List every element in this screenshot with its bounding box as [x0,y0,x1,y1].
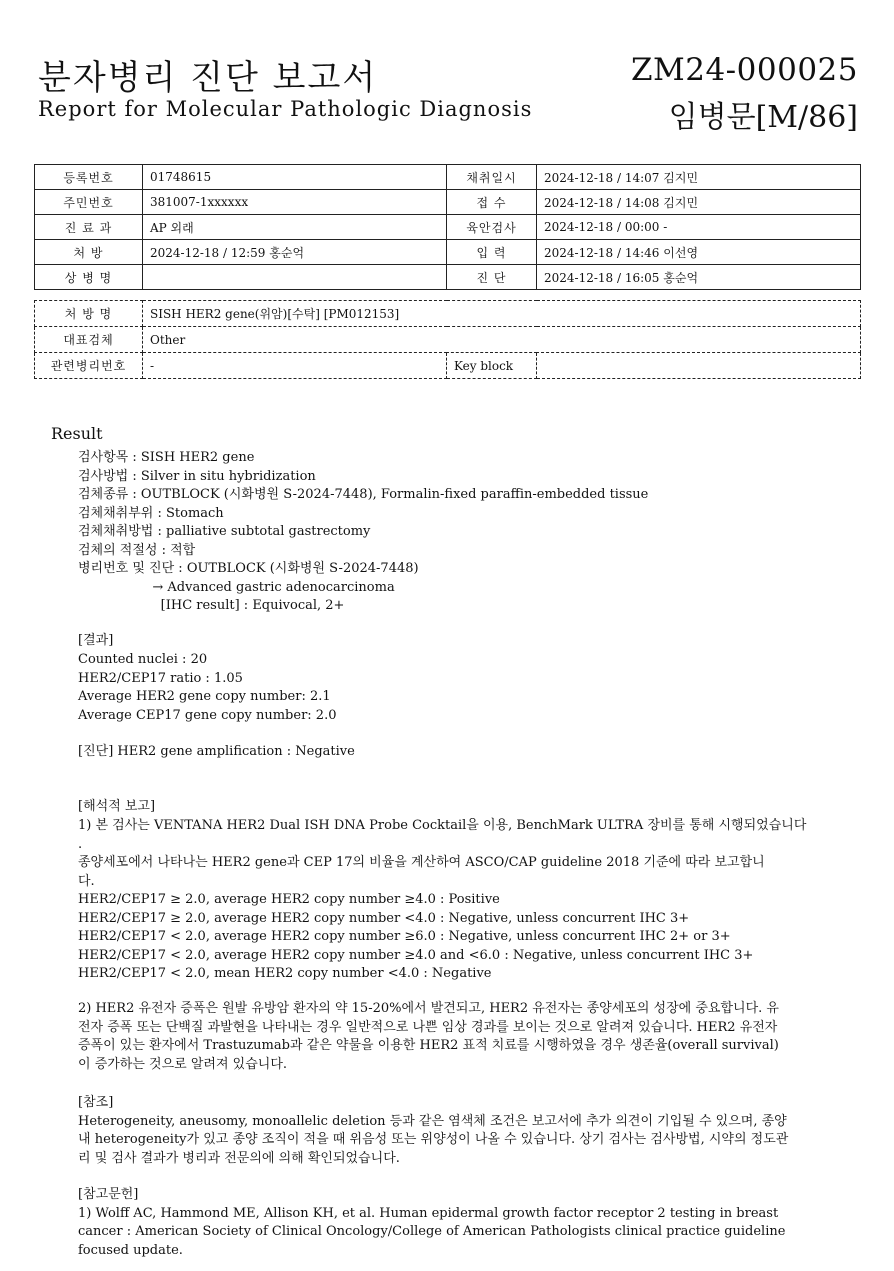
findings-heading: [결과] [78,633,114,648]
value-department: AP 외래 [143,215,447,240]
report-title-korean: 분자병리 진단 보고서 [38,58,378,98]
value-receipt: 2024-12-18 / 14:08 김지민 [537,190,861,215]
bibliography-text: 1) Wolff AC, Hammond ME, Allison KH, et al. Human epidermal growth factor receptor 2 testing in breast cancer : American Society of Clinical Oncology/College of American Pathologists clinical practice guideline focused update. [78,1205,786,1258]
order-info-table [34,300,861,379]
label-specimen: 대표검체 [35,327,143,353]
finding-line: HER2/CEP17 ratio : 1.05 [78,670,243,686]
interpretation-line: . [78,836,83,852]
label-diagnosis-time: 진 단 [447,265,537,290]
criteria-line: HER2/CEP17 < 2.0, average HER2 copy number ≥4.0 and <6.0 : Negative, unless concurrent IHC 3+ [78,947,754,963]
note-heading: [참조] [78,1095,114,1110]
criteria-line: HER2/CEP17 < 2.0, average HER2 copy number ≥6.0 : Negative, unless concurrent IHC 2+ or 3+ [78,929,731,944]
result-item: 검체채취방법 : palliative subtotal gastrectomy [78,524,371,539]
finding-line: Average CEP17 gene copy number: 2.0 [78,707,337,723]
value-registration-no: 01748615 [143,165,447,190]
table-row [35,353,861,379]
interpretation-heading: [해석적 보고] [78,799,156,814]
criteria-line: HER2/CEP17 < 2.0, mean HER2 copy number <4.0 : Negative [78,966,492,981]
label-key-block: Key block [447,353,537,379]
bibliography-heading: [참고문헌] [78,1187,139,1202]
finding-line: Counted nuclei : 20 [78,652,208,667]
interpretation-paragraph-2 [78,1000,790,1074]
label-related-pathology-no: 관련병리번호 [35,353,143,379]
result-item: 검체의 적절성 : 적합 [78,542,196,558]
value-resident-no: 381007-1xxxxxx [143,190,447,215]
result-heading: Result [51,424,103,443]
result-item: [IHC result] : Equivocal, 2+ [78,598,345,613]
value-input: 2024-12-18 / 14:46 이선영 [537,240,861,265]
reference-note-section [78,1094,790,1168]
table-row [35,165,861,190]
patient-info-table [34,164,861,290]
result-item: 검체채취부위 : Stomach [78,505,224,521]
criteria-line: HER2/CEP17 ≥ 2.0, average HER2 copy number ≥4.0 : Positive [78,892,500,907]
label-department: 진 료 과 [35,215,143,240]
interpretation-text: 2) HER2 유전자 증폭은 원발 유방암 환자의 약 15-20%에서 발견되고, HER2 유전자는 종양세포의 성장에 중요합니다. 유전자 증폭 또는 단백질 과발현을 나타내는 경우 일반적으로 나쁜 임상 경과를 보이는 것으로 알려져 있습니다. HER2 유전자 증폭이 있는 환자에서 Trastuzumab과 같은 약물을 이용한 HER2 표적 치료를 시행하였을 경우 생존율(overall survival)이 증가하는 것으로 알려져 있습니다. [78,1001,779,1072]
label-order-name: 처 방 명 [35,301,143,327]
interpretation-line: 1) 본 검사는 VENTANA HER2 Dual ISH DNA Probe Cocktail을 이용, BenchMark ULTRA 장비를 통해 시행되었습니다 [78,818,807,833]
label-receipt: 접 수 [447,190,537,215]
interpretation-line: 다. [78,873,95,889]
result-item: 검사방법 : Silver in situ hybridization [78,468,316,484]
finding-line: Average HER2 gene copy number: 2.1 [78,689,331,704]
value-diagnosis-time: 2024-12-18 / 16:05 홍순억 [537,265,861,290]
value-disease-name [143,265,447,290]
value-related-pathology-no: - [143,353,447,379]
value-collection-time: 2024-12-18 / 14:07 김지민 [537,165,861,190]
label-collection-time: 채취일시 [447,165,537,190]
result-item: 검사항목 : SISH HER2 gene [78,450,255,465]
table-row [35,215,861,240]
table-row [35,190,861,215]
report-code: ZM24-000025 [630,52,858,88]
bibliography-section [78,1186,790,1260]
table-row [35,265,861,290]
value-prescription: 2024-12-18 / 12:59 홍순억 [143,240,447,265]
diagnosis-line: [진단] HER2 gene amplification : Negative [78,744,355,759]
label-disease-name: 상 병 명 [35,265,143,290]
label-input: 입 력 [447,240,537,265]
label-registration-no: 등록번호 [35,165,143,190]
value-key-block [537,353,861,379]
result-item: 병리번호 및 진단 : OUTBLOCK (시화병원 S-2024-7448) [78,561,419,576]
report-title-english: Report for Molecular Pathologic Diagnosis [38,97,533,121]
report-sub-code: 임병문[M/86] [668,100,858,135]
value-gross-exam: 2024-12-18 / 00:00 - [537,215,861,240]
table-row [35,301,861,327]
label-resident-no: 주민번호 [35,190,143,215]
result-item: → Advanced gastric adenocarcinoma [78,579,395,595]
criteria-line: HER2/CEP17 ≥ 2.0, average HER2 copy number <4.0 : Negative, unless concurrent IHC 3+ [78,910,690,926]
result-item: 검체종류 : OUTBLOCK (시화병원 S-2024-7448), Formalin-fixed paraffin-embedded tissue [78,487,649,502]
value-order-name: SISH HER2 gene(위암)[수탁] [PM012153] [143,301,861,327]
label-prescription: 처 방 [35,240,143,265]
table-row [35,240,861,265]
value-specimen: Other [143,327,861,353]
table-row [35,327,861,353]
note-text: Heterogeneity, aneusomy, monoallelic deletion 등과 같은 염색체 조건은 보고서에 추가 의견이 기입될 수 있으며, 종양 내 heterogeneity가 있고 종양 조직이 적을 때 위음성 또는 위양성이 나올 수 있습니다. 상기 검사는 검사방법, 시약의 정도관리 및 검사 결과가 병리과 전문의에 의해 확인되었습니다. [78,1113,789,1166]
label-gross-exam: 육안검사 [447,215,537,240]
interpretation-line: 종양세포에서 나타나는 HER2 gene과 CEP 17의 비율을 계산하여 ASCO/CAP guideline 2018 기준에 따라 보고합니 [78,855,765,870]
